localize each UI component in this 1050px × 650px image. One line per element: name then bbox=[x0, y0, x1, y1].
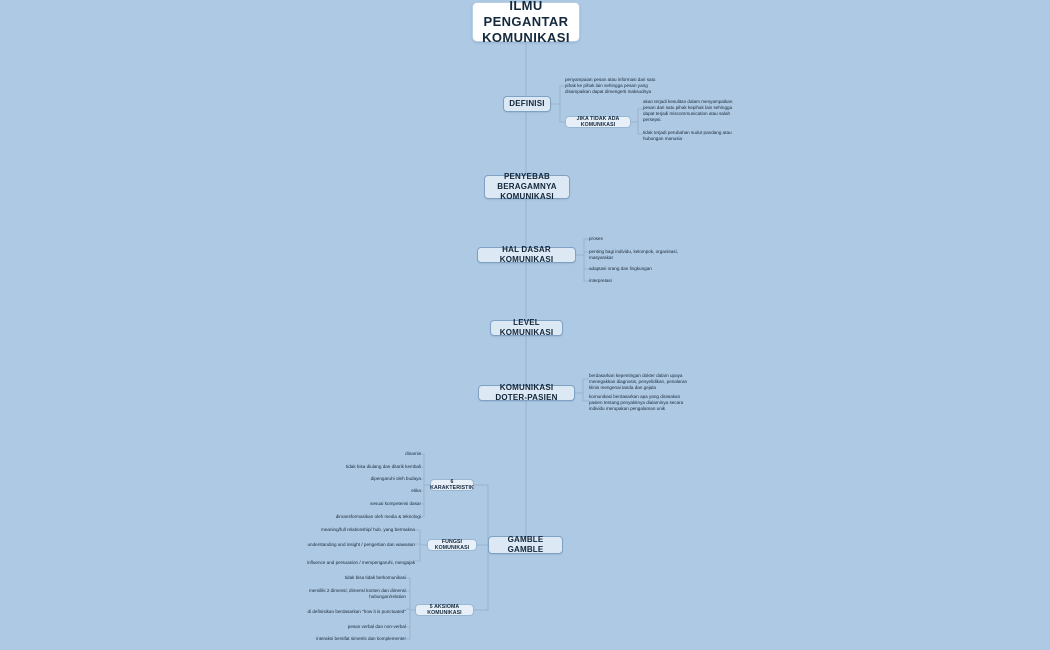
gamble-sub-6-karakteristik[interactable] bbox=[430, 479, 474, 491]
definisi-sub-jika-tidak-ada-komunikasi[interactable] bbox=[565, 116, 631, 128]
gamble-sub-fungsi-komunikasi[interactable] bbox=[427, 539, 477, 551]
karakteristik-detail-1: dinamis bbox=[405, 450, 421, 456]
aksioma-label: 5 AKSIOMA KOMUNIKASI bbox=[427, 603, 462, 616]
hal-dasar-detail-4: interpretasi bbox=[589, 277, 612, 283]
branch-komunikasi-dokter-pasien[interactable] bbox=[478, 385, 575, 401]
root-label: ILMU PENGANTAR KOMUNIKASI bbox=[482, 0, 570, 46]
hal-dasar-detail-1: proses bbox=[589, 235, 603, 241]
branch-hal-dasar-label: HAL DASAR KOMUNIKASI bbox=[499, 245, 554, 264]
fungsi-label: FUNGSI KOMUNIKASI bbox=[434, 538, 470, 551]
branch-level-label: LEVEL KOMUNIKASI bbox=[499, 318, 554, 337]
dokter-pasien-detail-2: komunikasi berdasarkan apa yang dirasakan pasien tentang penyakitnya dialaminya secara individu merupakan pengalaman unik bbox=[589, 393, 684, 412]
root-node[interactable] bbox=[472, 0, 580, 46]
jika-tidak-ada-komunikasi-detail-1: akan terjadi kesulitan dalam menyampaikan pesan dari satu pihak kepihak lain sehingga dapat terjadi miscommunication atau salah persepsi. bbox=[643, 98, 733, 123]
definisi-detail-1: penyampaian pesan atau informasi dari satu pihak ke pihak lain sehingga pesan yang disampaikan dapat dimengerti maksudnya bbox=[565, 76, 656, 95]
aksioma-detail-1: tidak bisa tidak berkomunikasi bbox=[344, 574, 406, 580]
fungsi-detail-1: meaning/full relationship/ hub. yang bermakna bbox=[321, 526, 415, 532]
fungsi-detail-3: influence and persuasion / mempengaruhi, mengajak bbox=[306, 559, 415, 565]
karakteristik-label: 6 KARAKTERISTIK bbox=[430, 478, 474, 491]
branch-dokter-pasien-label: KOMUNIKASI DOTER-PASIEN bbox=[495, 383, 558, 402]
karakteristik-detail-6: dinransformasikan oleh media & teknologi bbox=[335, 513, 421, 519]
branch-penyebab-beragamnya-komunikasi[interactable] bbox=[484, 172, 570, 201]
branch-gamble-gamble[interactable] bbox=[488, 536, 563, 554]
gamble-sub-5-aksioma-komunikasi[interactable] bbox=[415, 604, 474, 616]
aksioma-detail-3: di definisikan berdasarkan "how it is punctuated" bbox=[307, 608, 406, 614]
aksioma-detail-5: interaksi bersifat simetris dan komplementer bbox=[316, 635, 406, 641]
fungsi-detail-2: understanding and insight / pengertian dan wawasan bbox=[307, 541, 415, 547]
jika-tidak-ada-komunikasi-detail-2: tidak terjadi perubahan sudut pandang atau hubungan manusia bbox=[643, 129, 732, 141]
definisi-sub-label: JIKA TIDAK ADA KOMUNIKASI bbox=[576, 115, 620, 128]
aksioma-detail-4: pesan verbal dan non-verbal bbox=[347, 623, 406, 629]
karakteristik-detail-2: tidak bisa diulang dan ditarik kembali bbox=[345, 463, 421, 469]
branch-gamble-label: GAMBLE GAMBLE bbox=[507, 535, 544, 554]
dokter-pasien-detail-1: berdasarkan kepentingan dokter dalam upaya menegakkan diagnosis, penyelidikan, penalaran klinis mengenai tanda dan gejala bbox=[589, 372, 688, 391]
hal-dasar-detail-3: adaptasi orang dan lingkungan bbox=[589, 265, 652, 271]
karakteristik-detail-5: sesuai kompetensi dasar bbox=[370, 500, 421, 506]
karakteristik-detail-4: etika bbox=[411, 487, 421, 493]
aksioma-detail-2: memiliki 2 dimensi; dimensi konten dan dimensi hubungan/relation bbox=[308, 587, 406, 599]
branch-penyebab-label: PENYEBAB BERAGAMNYA KOMUNIKASI bbox=[497, 172, 557, 201]
branch-definisi-label: DEFINISI bbox=[509, 99, 545, 108]
branch-level-komunikasi[interactable] bbox=[490, 320, 563, 336]
branch-definisi[interactable] bbox=[503, 96, 551, 112]
karakteristik-detail-3: dipengaruhi oleh budaya bbox=[370, 475, 421, 481]
branch-hal-dasar-komunikasi[interactable] bbox=[477, 247, 576, 263]
hal-dasar-detail-2: penting bagi individu, kelompok, organisasi, masyarakat bbox=[589, 248, 678, 260]
